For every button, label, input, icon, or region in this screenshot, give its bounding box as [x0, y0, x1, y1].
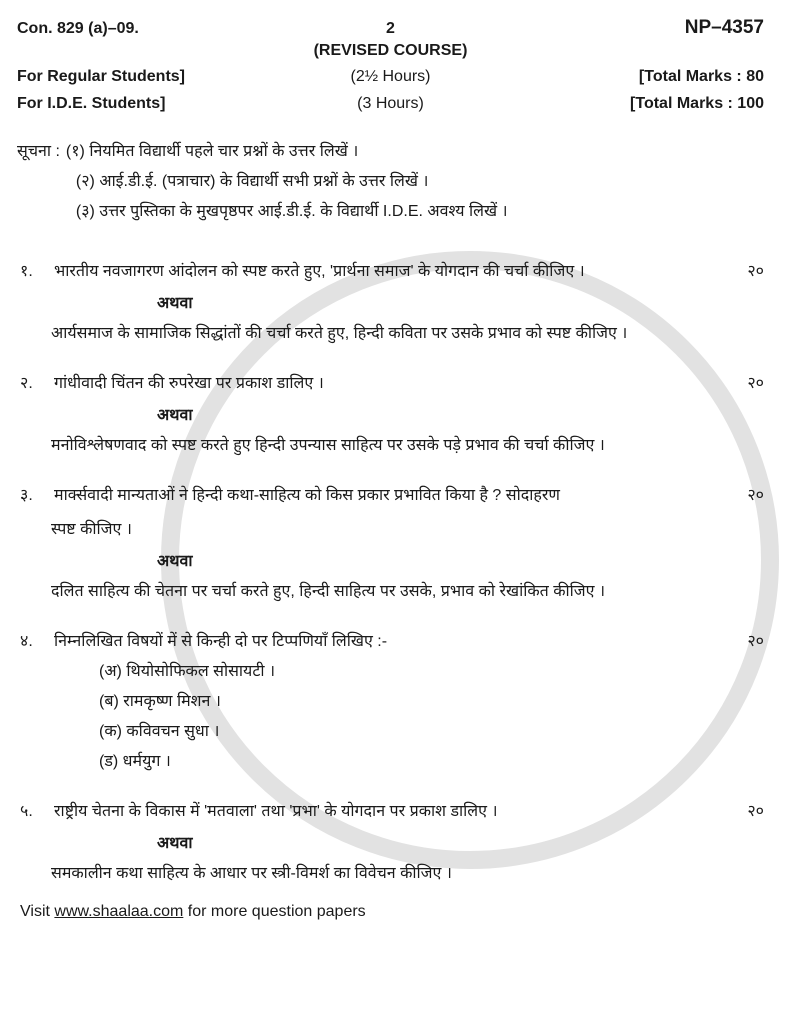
footer-suffix: for more question papers — [183, 903, 366, 920]
question-marks: २० — [747, 487, 764, 504]
instructions — [17, 142, 764, 232]
con-number: Con. 829 (a)–09. — [17, 20, 139, 37]
alternative-question: मनोविश्लेषणवाद को स्पष्ट करते हुए हिन्दी उपन्यास साहित्य पर उसके पड़े प्रभाव की चर्चा कीजिए । — [51, 437, 605, 454]
sub-item: (क) कविवचन सुधा । — [99, 723, 220, 740]
course-label: (REVISED COURSE) — [313, 42, 468, 59]
question-text: गांधीवादी चिंतन की रुपरेखा पर प्रकाश डालिए । — [54, 375, 324, 392]
question-4 — [17, 632, 764, 652]
question-number: ५. — [20, 803, 33, 820]
footer-link[interactable]: www.shaalaa.com — [54, 903, 184, 920]
question-text: राष्ट्रीय चेतना के विकास में 'मतवाला' तथा 'प्रभा' के योगदान पर प्रकाश डालिए । — [54, 803, 498, 820]
instruction-item: (३) उत्तर पुस्तिका के मुखपृष्ठपर आई.डी.ई. के विद्यार्थी I.D.E. अवश्य लिखें । — [75, 203, 508, 220]
ide-students: For I.D.E. Students] — [17, 95, 166, 112]
regular-marks: [Total Marks : 80 — [638, 68, 764, 85]
question-text: भारतीय नवजागरण आंदोलन को स्पष्ट करते हुए, 'प्रार्थना समाज' के योगदान की चर्चा कीजिए । — [54, 263, 585, 280]
sub-item: (अ) थियोसोफिकल सोसायटी । — [99, 663, 276, 680]
footer — [17, 902, 764, 922]
question-text-continued: स्पष्ट कीजिए । — [51, 521, 132, 538]
or-label: अथवा — [157, 407, 193, 424]
instruction-item: (२) आई.डी.ई. (पत्राचार) के विद्यार्थी सभी प्रश्नों के उत्तर लिखें । — [75, 173, 429, 190]
question-3 — [17, 486, 764, 506]
question-text: निम्नलिखित विषयों में से किन्ही दो पर टिप्पणियाँ लिखिए :- — [54, 633, 388, 650]
question-number: १. — [20, 263, 33, 280]
ide-marks: [Total Marks : 100 — [630, 95, 764, 112]
header-row-2 — [17, 41, 764, 61]
question-marks: २० — [747, 803, 764, 820]
sub-item: (ड) धर्मयुग । — [99, 753, 171, 770]
question-marks: २० — [747, 375, 764, 392]
or-label: अथवा — [157, 553, 193, 570]
or-label: अथवा — [157, 835, 193, 852]
or-label: अथवा — [157, 295, 193, 312]
question-number: ३. — [20, 487, 33, 504]
question-2 — [17, 374, 764, 394]
ide-hours: (3 Hours) — [357, 95, 424, 112]
regular-hours: (2½ Hours) — [350, 68, 431, 85]
header-row-4 — [17, 94, 764, 114]
alternative-question: दलित साहित्य की चेतना पर चर्चा करते हुए, हिन्दी साहित्य पर उसके, प्रभाव को रेखांकित कीजिए । — [51, 583, 606, 600]
question-text: मार्क्सवादी मान्यताओं ने हिन्दी कथा-साहित्य को किस प्रकार प्रभावित किया है ? सोदाहरण — [54, 487, 560, 504]
question-number: ४. — [20, 633, 33, 650]
question-marks: २० — [747, 263, 764, 280]
header-row-1 — [17, 18, 764, 39]
paper-code: NP–4357 — [684, 17, 764, 38]
footer-prefix: Visit — [20, 903, 55, 920]
question-number: २. — [20, 375, 33, 392]
instruction-item: (१) नियमित विद्यार्थी पहले चार प्रश्नों के उत्तर लिखें । — [65, 143, 359, 160]
sub-item: (ब) रामकृष्ण मिशन । — [99, 693, 221, 710]
question-marks: २० — [747, 633, 764, 650]
alternative-question: समकालीन कथा साहित्य के आधार पर स्त्री-विमर्श का विवेचन कीजिए । — [51, 865, 452, 882]
alternative-question: आर्यसमाज के सामाजिक सिद्धांतों की चर्चा करते हुए, हिन्दी कविता पर उसके प्रभाव को स्पष्ट कीजिए । — [51, 325, 628, 342]
page-number: 2 — [386, 20, 395, 37]
regular-students: For Regular Students] — [17, 68, 186, 85]
question-5 — [17, 802, 764, 822]
header-row-3 — [17, 67, 764, 87]
question-1 — [17, 262, 764, 282]
instructions-label: सूचना : — [17, 143, 60, 160]
